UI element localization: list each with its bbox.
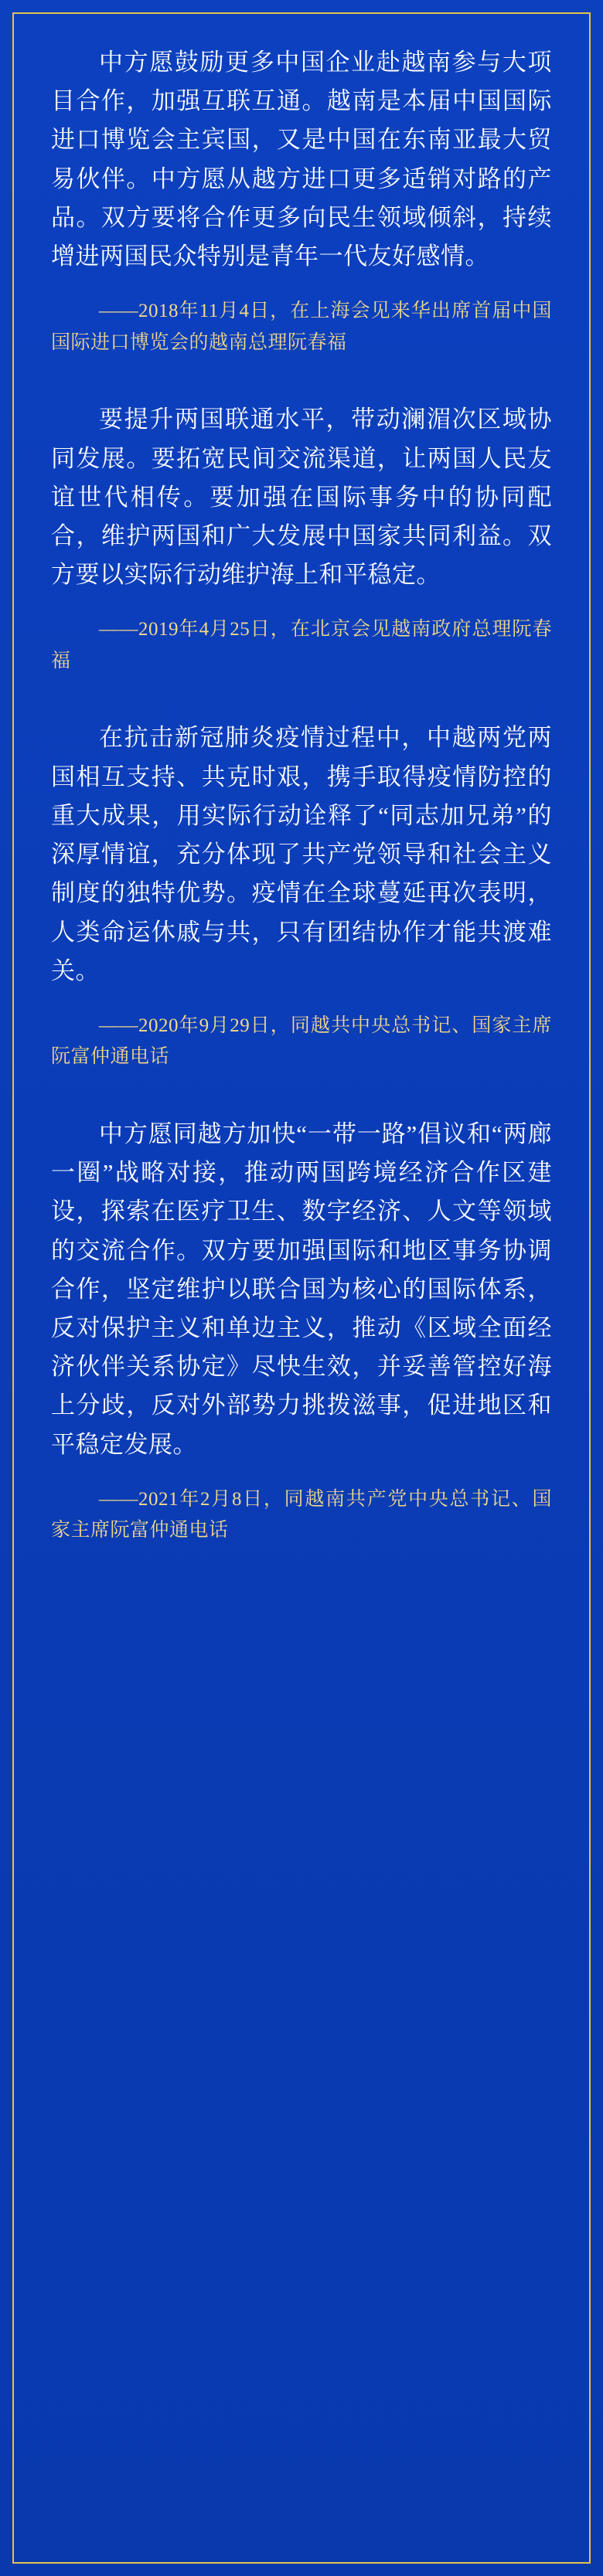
quote-list <box>17 17 586 1562</box>
quote-attribution: ——2018年11月4日，在上海会见来华出席首届中国国际进口博览会的越南总理阮春福 <box>51 301 552 353</box>
quote-attribution: ——2021年2月8日，同越南共产党中央总书记、国家主席阮富仲通电话 <box>51 1488 552 1541</box>
quote-text: 要提升两国联通水平，带动澜湄次区域协同发展。要拓宽民间交流渠道，让两国人民友谊世代相传。要加强在国际事务中的协同配合，维护两国和广大发展中国家共同利益。双方要以实际行动维护海上和平稳定。 <box>51 406 552 589</box>
quote-text: 中方愿同越方加快“一带一路”倡议和“两廊一圈”战略对接，推动两国跨境经济合作区建设，探索在医疗卫生、数字经济、人文等领域的交流合作。双方要加强国际和地区事务协调合作，坚定维护以联合国为核心的国际体系，反对保护主义和单边主义，推动《区域全面经济伙伴关系协定》尽快生效，并妥善管控好海上分歧，反对外部势力挑拨滋事，促进地区和平稳定发展。 <box>51 1120 552 1458</box>
quote-block <box>51 43 552 359</box>
quote-block <box>51 1115 552 1547</box>
quote-block <box>51 400 552 677</box>
quote-text: 中方愿鼓励更多中国企业赴越南参与大项目合作，加强互联互通。越南是本届中国国际进口博览会主宾国，又是中国在东南亚最大贸易伙伴。中方愿从越方进口更多适销对路的产品。双方要将合作更多向民生领域倾斜，持续增进两国民众特别是青年一代友好感情。 <box>51 49 552 270</box>
quote-attribution: ——2020年9月29日，同越共中央总书记、国家主席阮富仲通电话 <box>51 1014 552 1068</box>
quote-attribution: ——2019年4月25日，在北京会见越南政府总理阮春福 <box>51 619 552 671</box>
quote-text: 在抗击新冠肺炎疫情过程中，中越两党两国相互支持、共克时艰，携手取得疫情防控的重大成果，用实际行动诠释了“同志加兄弟”的深厚情谊，充分体现了共产党领导和社会主义制度的独特优势。疫情在全球蔓延再次表明，人类命运休戚与共，只有团结协作才能共渡难关。 <box>51 724 552 984</box>
quote-block <box>51 719 552 1073</box>
